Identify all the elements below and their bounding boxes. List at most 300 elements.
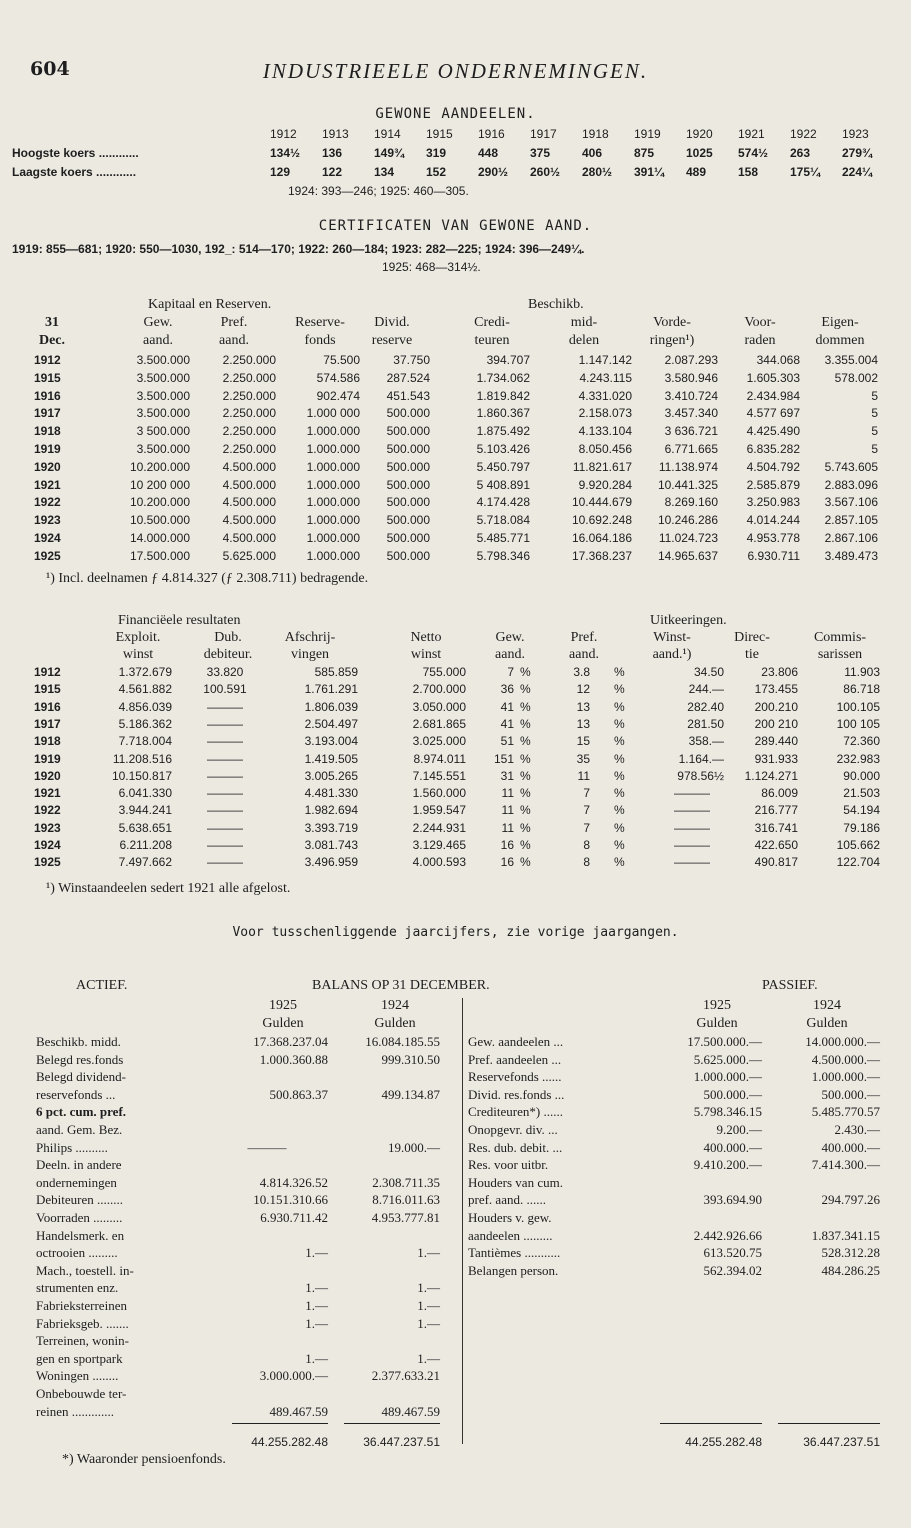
afschrijvingen: 3.193.004 xyxy=(304,734,358,749)
passief-label: PASSIEF. xyxy=(762,978,818,993)
gew-aand-pct: 31 xyxy=(500,768,514,783)
passief-1924: 1.000.000.— xyxy=(811,1069,880,1085)
value-cell: 2.250.000 xyxy=(222,406,276,421)
passief-item: Belangen person. xyxy=(468,1262,559,1278)
passief-1925: 5.798.346.15 xyxy=(693,1104,762,1120)
value-cell: 2.867.106 xyxy=(824,531,878,545)
commissarissen: 72.360 xyxy=(843,734,880,749)
fin-col-header: Direc- xyxy=(734,630,770,645)
winst-aand: ——— xyxy=(674,855,710,870)
hoogste-value: 136 xyxy=(322,146,343,160)
dub-debiteur: ——— xyxy=(207,699,243,714)
value-cell: 451.543 xyxy=(386,388,430,403)
actief-1924: 2.308.711.35 xyxy=(372,1174,440,1190)
year-cell: 1916 xyxy=(34,699,61,714)
actief-row xyxy=(0,1298,911,1315)
passief-item: Tantièmes ........... xyxy=(468,1245,561,1261)
kapitaal-row xyxy=(0,531,911,548)
actief-1924: 1.— xyxy=(417,1315,440,1331)
actief-1924: 4.953.777.81 xyxy=(371,1210,440,1225)
dub-debiteur: ——— xyxy=(207,855,243,870)
passief-1925: 613.520.75 xyxy=(703,1245,762,1261)
gew-aand-pct: 41 xyxy=(500,699,514,714)
pref-aand-pct: 35 xyxy=(576,751,590,766)
actief-1925: ——— xyxy=(247,1139,287,1155)
netto-winst: 3.025.000 xyxy=(412,734,466,749)
value-cell: 344.068 xyxy=(756,353,800,367)
value-cell: 2.087.293 xyxy=(664,353,718,367)
year-header: 1919 xyxy=(634,127,661,141)
value-cell: 3.500.000 xyxy=(136,406,190,421)
year-cell: 1920 xyxy=(34,459,61,474)
year-header: 1923 xyxy=(842,127,869,141)
gew-aand-pct: 151 xyxy=(493,751,514,766)
passief-row xyxy=(0,1140,911,1157)
actief-1924: 1.— xyxy=(417,1350,440,1366)
value-cell: 1.000 000 xyxy=(306,406,360,421)
passief-1925: 9.200.— xyxy=(716,1122,762,1137)
passief-1924: 4.500.000.— xyxy=(811,1051,880,1067)
kapitaal-col-header: Divid. xyxy=(374,315,410,330)
actief-row xyxy=(0,1351,911,1368)
actief-item: Fabrieksterreinen xyxy=(36,1298,127,1313)
value-cell: 1.819.842 xyxy=(476,388,530,403)
pct-sign: % xyxy=(614,699,625,714)
kapitaal-row xyxy=(0,371,911,388)
rule xyxy=(660,1423,762,1424)
value-cell: 14.965.637 xyxy=(657,548,718,563)
hoogste-value: 875 xyxy=(634,146,655,160)
passief-row xyxy=(0,1210,911,1227)
year-cell: 1922 xyxy=(34,495,61,510)
actief-year-1925: 1925 xyxy=(269,998,297,1013)
laagste-value: 224¼ xyxy=(842,165,873,179)
directie: 490.817 xyxy=(754,855,798,870)
commissarissen: 54.194 xyxy=(843,803,880,818)
netto-winst: 1.560.000 xyxy=(412,786,466,801)
kapitaal-row xyxy=(0,389,911,406)
directie: 200 210 xyxy=(754,716,798,731)
actief-1924: 999.310.50 xyxy=(381,1051,440,1067)
value-cell: 1.734.062 xyxy=(476,370,530,385)
kapitaal-col-header: raden xyxy=(744,333,776,348)
actief-item: Woningen ........ xyxy=(36,1368,119,1384)
gew-aand-pct: 41 xyxy=(500,716,514,731)
year-header: 1913 xyxy=(322,127,349,141)
exploit-winst: 6.211.208 xyxy=(119,838,172,852)
passief-1924: 528.312.28 xyxy=(821,1245,880,1261)
pct-sign: % xyxy=(614,665,625,679)
directie: 23.806 xyxy=(761,665,798,679)
passief-item: Onopgevr. div. ... xyxy=(468,1122,558,1137)
commissarissen: 100 105 xyxy=(836,716,880,731)
kapitaal-header-1 xyxy=(0,315,911,332)
dub-debiteur: ——— xyxy=(207,751,243,766)
value-cell: 2.883.096 xyxy=(824,477,878,492)
value-cell: 3.567.106 xyxy=(824,495,878,510)
exploit-winst: 3.944.241 xyxy=(118,803,172,818)
afschrijvingen: 585.859 xyxy=(314,665,358,679)
value-cell: 3 500.000 xyxy=(136,424,190,439)
fin-row xyxy=(0,682,911,699)
gew-aand-pct: 11 xyxy=(501,803,514,818)
year-cell: 1919 xyxy=(34,751,61,766)
actief-unit-1925: Gulden xyxy=(262,1016,304,1031)
passief-1925: 17.500.000.— xyxy=(687,1034,762,1049)
exploit-winst: 5.638.651 xyxy=(118,820,172,835)
value-cell: 5.798.346 xyxy=(476,548,530,563)
passief-1924: 14.000.000.— xyxy=(805,1034,880,1049)
exploit-winst: 10.150.817 xyxy=(111,768,172,783)
passief-row xyxy=(0,1245,911,1262)
actief-item: 6 pct. cum. pref. xyxy=(36,1104,127,1120)
commissarissen: 122.704 xyxy=(836,855,880,870)
passief-item: Divid. res.fonds ... xyxy=(468,1086,565,1102)
cert-line2: 1925: 468—314½. xyxy=(382,260,481,274)
exploit-winst: 1.372.679 xyxy=(118,665,172,679)
passief-item: pref. aand. ...... xyxy=(468,1192,546,1208)
value-cell: 3.410.724 xyxy=(664,388,718,403)
pct-sign: % xyxy=(614,734,625,749)
actief-item: Voorraden ......... xyxy=(36,1210,123,1225)
actief-total-1924: 36.447.237.51 xyxy=(363,1435,440,1449)
passief-unit-1924: Gulden xyxy=(806,1016,848,1031)
pct-sign: % xyxy=(614,768,625,783)
actief-row xyxy=(0,1368,911,1385)
value-cell: 4.577 697 xyxy=(746,406,800,421)
commissarissen: 105.662 xyxy=(836,838,880,852)
afschrijvingen: 1.806.039 xyxy=(304,699,358,714)
actief-1924: 1.— xyxy=(417,1298,440,1313)
passief-unit-1925: Gulden xyxy=(696,1016,738,1031)
netto-winst: 4.000.593 xyxy=(412,855,466,870)
actief-1925: 10.151.310.66 xyxy=(253,1192,328,1208)
passief-row xyxy=(0,1157,911,1174)
fin-col-header: sarissen xyxy=(817,647,863,662)
kapitaal-col-header: ringen¹) xyxy=(649,333,695,348)
netto-winst: 2.681.865 xyxy=(412,716,466,731)
actief-1924: 1.— xyxy=(417,1245,440,1261)
pct-sign: % xyxy=(520,786,531,801)
passief-item: Reservefonds ...... xyxy=(468,1069,562,1085)
laagste-label: Laagste koers ............ xyxy=(12,165,137,179)
netto-winst: 2.244.931 xyxy=(412,820,466,835)
fin-col-header: Afschrij- xyxy=(284,630,336,645)
actief-1925: 4.814.326.52 xyxy=(259,1174,328,1190)
pref-aand-pct: 8 xyxy=(583,838,590,852)
cert-line1: 1919: 855—681; 1920: 550—1030, 192_: 514—170; 1922: 260—184; 1923: 282—225; 1924: 396—249¼. xyxy=(12,242,585,256)
commissarissen: 90.000 xyxy=(843,768,880,783)
laagste-koers-row xyxy=(0,165,911,182)
passief-row xyxy=(0,1104,911,1121)
balans-title: BALANS OP 31 DECEMBER. xyxy=(312,978,490,993)
value-cell: 2.250.000 xyxy=(222,424,276,439)
fin-col-header: debiteur. xyxy=(203,647,253,662)
netto-winst: 7.145.551 xyxy=(412,768,466,783)
laagste-value: 158 xyxy=(738,165,759,179)
kapitaal-footnote: ¹) Incl. deelnamen ƒ 4.814.327 (ƒ 2.308.711) bedragende. xyxy=(46,571,369,586)
passief-item: Crediteuren*) ...... xyxy=(468,1104,563,1120)
actief-1925: 489.467.59 xyxy=(269,1403,328,1419)
year-header: 1918 xyxy=(582,127,609,141)
year-cell: 1921 xyxy=(34,477,61,492)
year-cell: 1918 xyxy=(34,734,61,749)
year-cell: 1917 xyxy=(34,716,61,731)
winst-aand: ——— xyxy=(674,786,710,801)
hoogste-value: 448 xyxy=(478,146,499,160)
value-cell: 287.524 xyxy=(386,370,430,385)
value-cell: 4.500.000 xyxy=(222,477,276,492)
passief-1924: 7.414.300.— xyxy=(811,1157,880,1173)
value-cell: 10.200.000 xyxy=(129,495,190,510)
kapitaal-col-header: reserve xyxy=(371,333,413,348)
directie: 931.933 xyxy=(754,751,798,766)
afschrijvingen: 1.982.694 xyxy=(304,803,358,818)
kapitaal-row xyxy=(0,406,911,423)
value-cell: 500.000 xyxy=(386,442,430,456)
kapitaal-col-header: aand. xyxy=(143,333,173,348)
actief-item: Onbebouwde ter- xyxy=(36,1386,127,1401)
actief-1925: 1.— xyxy=(305,1315,328,1331)
year-cell: 1920 xyxy=(34,768,61,783)
vorige-jaargangen-note: Voor tusschenliggende jaarcijfers, zie vorige jaargangen. xyxy=(232,925,679,940)
actief-1925: 1.000.360.88 xyxy=(259,1051,328,1067)
fin-col-header: Netto xyxy=(410,630,442,645)
value-cell: 10.441.325 xyxy=(657,477,718,492)
afschrijvingen: 4.481.330 xyxy=(304,786,358,801)
year-cell: 1923 xyxy=(34,820,61,835)
gew-aand-pct: 16 xyxy=(500,838,514,852)
value-cell: 3.500.000 xyxy=(136,353,190,367)
passief-1924: 294.797.26 xyxy=(821,1192,880,1208)
kapitaal-col-header: Credi- xyxy=(474,315,510,330)
dub-debiteur: ——— xyxy=(207,786,243,801)
directie: 86.009 xyxy=(761,786,798,801)
value-cell: 500.000 xyxy=(386,531,430,545)
actief-1924: 1.— xyxy=(417,1280,440,1296)
value-cell: 17.500.000 xyxy=(129,548,190,563)
pct-sign: % xyxy=(614,786,625,801)
laagste-value: 134 xyxy=(374,165,395,179)
directie: 316.741 xyxy=(754,820,798,835)
commissarissen: 21.503 xyxy=(843,786,880,801)
value-cell: 4.500.000 xyxy=(222,459,276,474)
actief-item: reservefonds ... xyxy=(36,1086,116,1102)
value-cell: 4.425.490 xyxy=(746,424,800,439)
pct-sign: % xyxy=(520,665,531,679)
value-cell: 17.368.237 xyxy=(571,548,632,563)
value-cell: 3.580.946 xyxy=(664,370,718,385)
actief-item: Belegd dividend- xyxy=(36,1069,126,1085)
value-cell: 11.024.723 xyxy=(658,531,718,545)
actief-item: Beschikb. midd. xyxy=(36,1034,121,1049)
actief-1925: 17.368.237.04 xyxy=(253,1034,328,1049)
actief-item: Belegd res.fonds xyxy=(36,1051,124,1067)
hoogste-label: Hoogste koers ............ xyxy=(12,146,139,160)
year-header: 1914 xyxy=(374,127,401,141)
fin-row xyxy=(0,803,911,820)
exploit-winst: 6.041.330 xyxy=(118,786,172,801)
directie: 200.210 xyxy=(754,699,798,714)
pct-sign: % xyxy=(614,855,625,870)
value-cell: 3.250.983 xyxy=(746,495,800,510)
value-cell: 500.000 xyxy=(386,406,430,421)
value-cell: 4.500.000 xyxy=(222,513,276,528)
actief-1924: 16.084.185.55 xyxy=(365,1034,440,1049)
passief-1925: 393.694.90 xyxy=(703,1192,762,1208)
passief-row xyxy=(0,1052,911,1069)
fin-row xyxy=(0,786,911,803)
passief-item: Houders v. gew. xyxy=(468,1210,552,1225)
pref-aand-pct: 13 xyxy=(576,699,590,714)
passief-1924: 500.000.— xyxy=(821,1086,880,1102)
hoogste-koers-row xyxy=(0,146,911,163)
value-cell: 1.000.000 xyxy=(306,442,360,456)
value-cell: 4.953.778 xyxy=(746,531,800,545)
passief-total-1925: 44.255.282.48 xyxy=(685,1435,762,1449)
dub-debiteur: ——— xyxy=(207,768,243,783)
gew-aand-pct: 36 xyxy=(500,682,514,697)
passief-year-1924: 1924 xyxy=(813,998,841,1013)
netto-winst: 1.959.547 xyxy=(412,803,466,818)
dub-debiteur: 33.820 xyxy=(206,665,244,679)
value-cell: 5 xyxy=(871,388,878,403)
value-cell: 3.457.340 xyxy=(664,406,718,421)
fin-col-header: Pref. xyxy=(570,630,598,645)
pct-sign: % xyxy=(520,699,531,714)
value-cell: 5.103.426 xyxy=(476,442,530,456)
pct-sign: % xyxy=(614,820,625,835)
value-cell: 2.250.000 xyxy=(222,388,276,403)
value-cell: 4.500.000 xyxy=(222,531,276,545)
pref-aand-pct: 11 xyxy=(577,768,590,783)
winst-aand: 244.— xyxy=(688,682,724,697)
value-cell: 4.504.792 xyxy=(746,459,800,474)
afschrijvingen: 1.761.291 xyxy=(304,682,358,697)
passief-1925: 562.394.02 xyxy=(703,1262,762,1278)
afschrijvingen: 3.496.959 xyxy=(304,855,358,870)
year-header: 1912 xyxy=(270,127,297,141)
value-cell: 3.500.000 xyxy=(136,370,190,385)
winst-aand: 281.50 xyxy=(687,716,724,731)
actief-item: ondernemingen xyxy=(36,1174,117,1190)
fin-col-header: Winst- xyxy=(653,630,691,645)
netto-winst: 8.974.011 xyxy=(413,751,466,766)
rule xyxy=(778,1423,880,1424)
kapitaal-col-header: delen xyxy=(568,333,600,348)
value-cell: 1.875.492 xyxy=(476,424,530,439)
actief-item: Philips .......... xyxy=(36,1139,108,1155)
passief-row xyxy=(0,1034,911,1051)
hoogste-value: 1025 xyxy=(686,146,713,160)
value-cell: 2.585.879 xyxy=(746,477,800,492)
passief-row xyxy=(0,1087,911,1104)
laagste-value: 175¼ xyxy=(790,165,821,179)
actief-item: Mach., toestell. in- xyxy=(36,1262,134,1278)
actief-1925: 1.— xyxy=(305,1298,328,1313)
value-cell: 1.000.000 xyxy=(306,548,360,563)
actief-1924: 8.716.011.63 xyxy=(372,1192,440,1208)
value-cell: 1.605.303 xyxy=(746,370,800,385)
value-cell: 2.158.073 xyxy=(578,406,632,421)
gew-aand-pct: 11 xyxy=(501,786,514,801)
value-cell: 5.450.797 xyxy=(476,459,530,474)
pct-sign: % xyxy=(520,734,531,749)
beschikb-group-title: Beschikb. xyxy=(528,297,584,312)
winst-aand: 34.50 xyxy=(693,665,724,679)
fin-row xyxy=(0,734,911,751)
laagste-value: 489 xyxy=(686,165,707,179)
kapitaal-col-header: mid- xyxy=(570,315,598,330)
hoogste-value: 263 xyxy=(790,146,811,160)
hoogste-value: 406 xyxy=(582,146,603,160)
passief-1925: 1.000.000.— xyxy=(693,1069,762,1085)
fin-col-header: Exploit. xyxy=(115,630,161,645)
fin-header-2 xyxy=(0,647,911,664)
pref-aand-pct: 8 xyxy=(583,855,590,870)
pref-aand-pct: 7 xyxy=(583,786,590,801)
value-cell: 5 xyxy=(871,442,878,456)
actief-row xyxy=(0,1280,911,1297)
pct-sign: % xyxy=(614,751,625,766)
gewone-title: GEWONE AANDEELEN. xyxy=(375,106,536,122)
value-cell: 10.246.286 xyxy=(657,513,718,528)
winst-aand: ——— xyxy=(674,820,710,835)
value-cell: 6.835.282 xyxy=(746,442,800,456)
passief-row xyxy=(0,1228,911,1245)
actief-item: octrooien ......... xyxy=(36,1245,118,1261)
value-cell: 5.718.084 xyxy=(476,513,530,528)
pct-sign: % xyxy=(614,682,625,697)
commissarissen: 100.105 xyxy=(836,699,880,714)
year-header: 1917 xyxy=(530,127,557,141)
year-cell: 1915 xyxy=(34,370,61,385)
gewone-extra: 1924: 393—246; 1925: 460—305. xyxy=(288,184,469,198)
passief-1925: 9.410.200.— xyxy=(693,1157,762,1173)
fin-col-header: aand.¹) xyxy=(652,647,692,662)
year-cell: 1922 xyxy=(34,803,61,818)
value-cell: 75.500 xyxy=(323,353,360,367)
value-cell: 9.920.284 xyxy=(578,477,632,492)
value-cell: 500.000 xyxy=(386,513,430,528)
passief-1924: 400.000.— xyxy=(821,1139,880,1155)
value-cell: 1.000.000 xyxy=(306,495,360,510)
fin-col-header: aand. xyxy=(495,647,525,662)
cert-title: CERTIFICATEN VAN GEWONE AAND. xyxy=(318,218,593,234)
passief-1924: 484.286.25 xyxy=(821,1262,880,1278)
exploit-winst: 4.561.882 xyxy=(118,682,172,697)
running-title: INDUSTRIEELE ONDERNEMINGEN. xyxy=(262,59,649,83)
year-header: 1921 xyxy=(738,127,765,141)
hoogste-value: 134½ xyxy=(270,146,301,160)
actief-unit-1924: Gulden xyxy=(374,1016,416,1031)
netto-winst: 2.700.000 xyxy=(412,682,466,697)
pct-sign: % xyxy=(520,803,531,818)
actief-1925: 1.— xyxy=(305,1245,328,1261)
fin-row xyxy=(0,769,911,786)
actief-item: Deeln. in andere xyxy=(36,1157,122,1173)
directie: 173.455 xyxy=(754,682,798,697)
pref-aand-pct: 15 xyxy=(576,734,590,749)
actief-year-1924: 1924 xyxy=(381,998,409,1013)
laagste-value: 280½ xyxy=(582,165,613,179)
fin-col-header: Commis- xyxy=(813,630,867,645)
actief-1925: 3.000.000.— xyxy=(259,1368,328,1384)
fin-col-header: tie xyxy=(745,647,759,662)
actief-1924: 489.467.59 xyxy=(381,1403,440,1419)
passief-row xyxy=(0,1175,911,1192)
value-cell: 8.050.456 xyxy=(578,442,632,456)
